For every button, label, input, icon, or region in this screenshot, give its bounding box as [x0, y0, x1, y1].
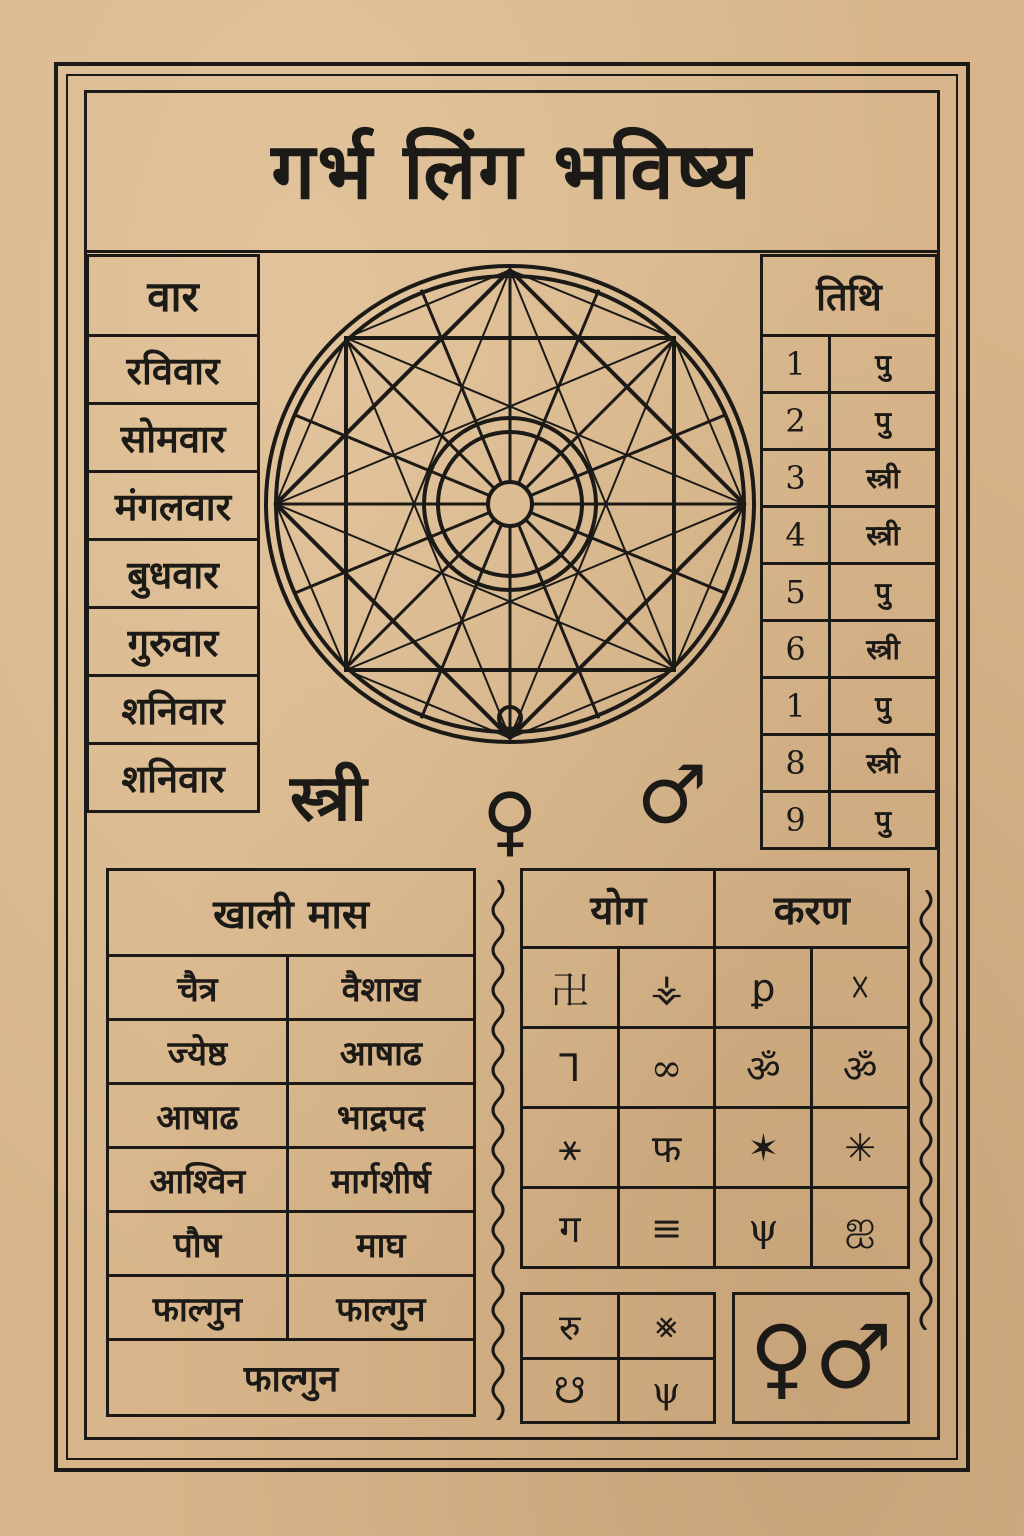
tithi-gender: स्त्री: [830, 621, 937, 678]
month-cell: वैशाख: [287, 956, 474, 1020]
var-day: शनिवार: [88, 744, 259, 812]
yog-bottom-grid: [520, 1292, 716, 1424]
yog-glyph-icon: 卍: [522, 948, 619, 1028]
var-header: वार: [88, 256, 259, 336]
tithi-number: 6: [762, 621, 830, 678]
tithi-gender: पु: [830, 792, 937, 849]
karan-header: करण: [715, 870, 909, 948]
var-day: बुधवार: [88, 540, 259, 608]
tithi-table: [760, 254, 938, 850]
yog-karan-table: [520, 868, 910, 1269]
karan-glyph-icon: ॐ: [812, 1028, 909, 1108]
wheel-chord: [346, 338, 510, 738]
yog-glyph-icon: ⨳: [655, 1305, 678, 1346]
tithi-gender: पु: [830, 564, 937, 621]
yog-glyph-icon: ψ: [652, 1370, 681, 1412]
wheel-chord: [346, 270, 510, 670]
karan-glyph-icon: ψ: [715, 1188, 812, 1268]
gender-symbols-icon: ♀♂: [732, 1292, 910, 1424]
month-cell: फाल्गुन: [287, 1276, 474, 1340]
month-cell: आषाढ: [108, 1084, 288, 1148]
yog-header: योग: [522, 870, 715, 948]
karan-glyph-icon: ꝑ: [715, 948, 812, 1028]
month-cell: फाल्गुन: [108, 1276, 288, 1340]
var-day: रविवार: [88, 336, 259, 404]
tithi-gender: पु: [830, 678, 937, 735]
month-cell: ज्येष्ठ: [108, 1020, 288, 1084]
page-title: गर्भ लिंग भविष्य: [271, 126, 753, 217]
month-cell: पौष: [108, 1212, 288, 1276]
month-cell: चैत्र: [108, 956, 288, 1020]
yog-bottom-row: [523, 1295, 713, 1360]
month-cell: माघ: [287, 1212, 474, 1276]
yog-glyph-icon: ⅂: [522, 1028, 619, 1108]
wavy-divider-right: [914, 890, 938, 1330]
yog-glyph-icon: ≡: [618, 1188, 715, 1268]
tithi-number: 3: [762, 450, 830, 507]
tithi-number: 1: [762, 336, 830, 393]
tithi-gender: पु: [830, 393, 937, 450]
month-cell: आश्विन: [108, 1148, 288, 1212]
title-divider: [86, 250, 938, 253]
stree-symbol: स्त्री: [290, 761, 367, 836]
tithi-header: तिथि: [762, 256, 937, 336]
var-day: गुरुवार: [88, 608, 259, 676]
khali-mas-header: खाली मास: [108, 870, 475, 956]
tithi-number: 8: [762, 735, 830, 792]
yog-glyph-icon: ☋: [523, 1360, 620, 1422]
wavy-divider-left: [486, 880, 510, 1420]
var-day: सोमवार: [88, 404, 259, 472]
karan-glyph-icon: ☓: [812, 948, 909, 1028]
khali-mas-table: [106, 868, 476, 1417]
month-cell: आषाढ: [287, 1020, 474, 1084]
var-day: शनिवार: [88, 676, 259, 744]
tithi-gender: स्त्री: [830, 735, 937, 792]
wheel-chord: [510, 270, 674, 670]
karan-glyph-icon: ஐ: [812, 1188, 909, 1268]
yog-glyph-icon: ∞: [618, 1028, 715, 1108]
month-cell: मार्गशीर्ष: [287, 1148, 474, 1212]
tithi-number: 2: [762, 393, 830, 450]
female-icon: ♀: [482, 776, 538, 865]
yog-glyph-icon: फ: [618, 1108, 715, 1188]
tithi-gender: पु: [830, 336, 937, 393]
yog-glyph-icon: ⚶: [618, 948, 715, 1028]
karan-glyph-icon: ✳: [812, 1108, 909, 1188]
var-day: मंगलवार: [88, 472, 259, 540]
tithi-number: 9: [762, 792, 830, 849]
tithi-number: 4: [762, 507, 830, 564]
tithi-number: 5: [762, 564, 830, 621]
var-table: [86, 254, 260, 813]
yog-glyph-icon: ⚹: [522, 1108, 619, 1188]
tithi-number: 1: [762, 678, 830, 735]
month-cell: भाद्रपद: [287, 1084, 474, 1148]
tithi-gender: स्त्री: [830, 450, 937, 507]
yog-bottom-row: [523, 1360, 713, 1422]
wheel-chord: [510, 338, 674, 738]
khali-mas-footer: फाल्गुन: [108, 1340, 475, 1416]
karan-glyph-icon: ✶: [715, 1108, 812, 1188]
male-icon: ♂: [636, 748, 708, 842]
tithi-gender: स्त्री: [830, 507, 937, 564]
yog-glyph-icon: रु: [523, 1295, 620, 1357]
yog-glyph-icon: ग: [522, 1188, 619, 1268]
karan-glyph-icon: ॐ: [715, 1028, 812, 1108]
